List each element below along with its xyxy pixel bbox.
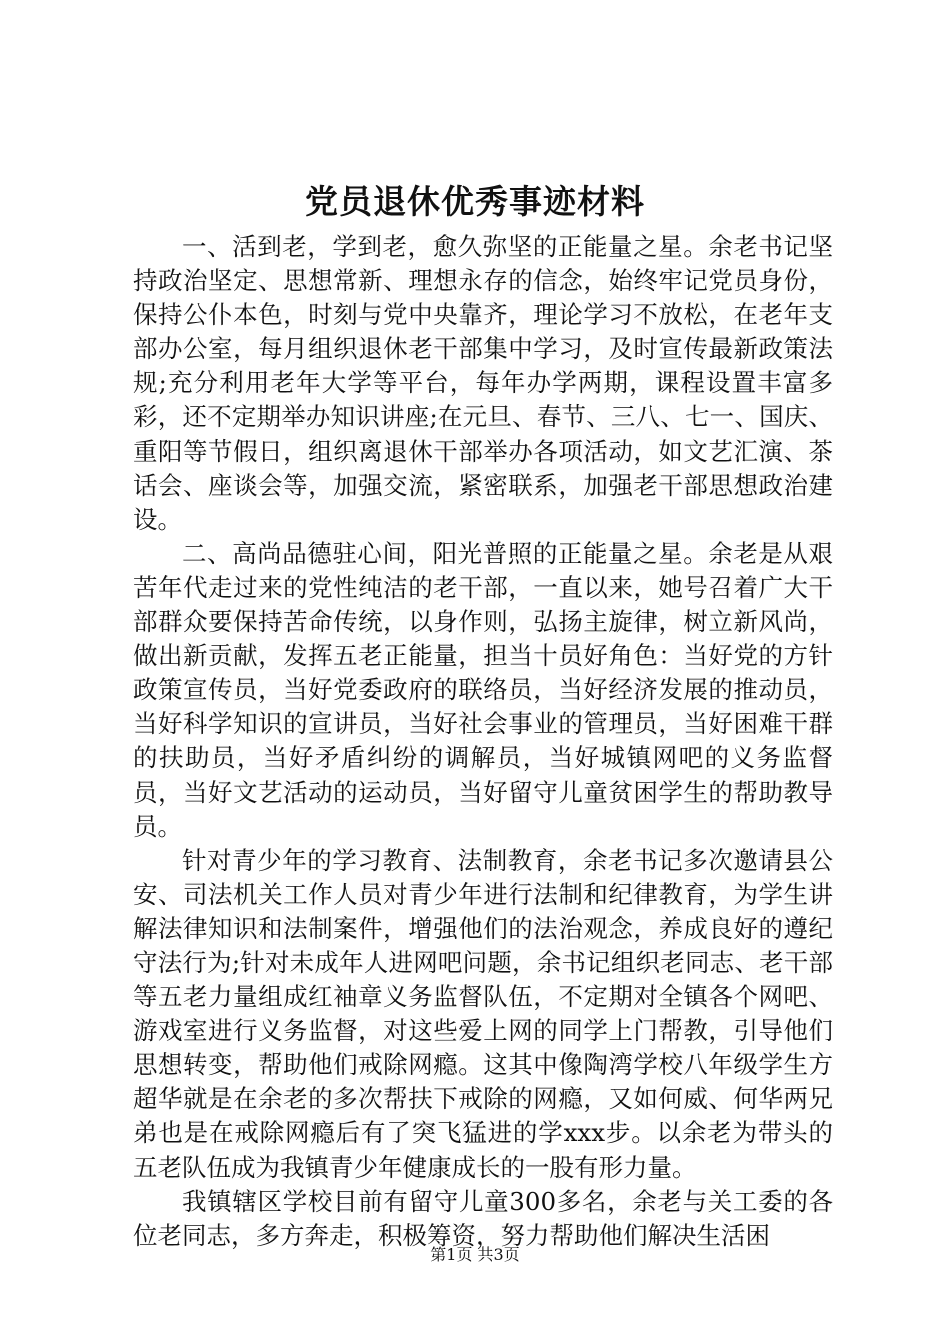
document-body (133, 230, 833, 1253)
paragraph-2: 二、高尚品德驻心间，阳光普照的正能量之星。余老是从艰苦年代走过来的党性纯洁的老干部，一直以来，她号召着广大干部群众要保持苦命传统，以身作则，弘扬主旋律，树立新风尚，做出新贡献，发挥五老正能量，担当十员好角色：当好党的方针政策宣传员，当好党委政府的联络员，当好经济发展的推动员，当好科学知识的宣讲员，当好社会事业的管理员，当好困难干群的扶助员，当好矛盾纠纷的调解员，当好城镇网吧的义务监督员，当好文艺活动的运动员，当好留守儿童贫困学生的帮助教导员。 (133, 538, 833, 841)
document-title: 党员退休优秀事迹材料 (305, 182, 645, 221)
paragraph-3: 针对青少年的学习教育、法制教育，余老书记多次邀请县公安、司法机关工作人员对青少年进行法制和纪律教育，为学生讲解法律知识和法制案件，增强他们的法治观念，养成良好的遵纪守法行为;针对未成年人进网吧问题，余书记组织老同志、老干部等五老力量组成红袖章义务监督队伍，不定期对全镇各个网吧、游戏室进行义务监督，对这些爱上网的同学上门帮教，引导他们思想转变，帮助他们戒除网瘾。这其中像陶湾学校八年级学生方超华就是在余老的多次帮扶下戒除的网瘾，又如何威、何华两兄弟也是在戒除网瘾后有了突飞猛进的学xxx步。以余老为带头的五老队伍成为我镇青少年健康成长的一股有形力量。 (133, 845, 833, 1182)
paragraph-4: 我镇辖区学校目前有留守儿童300多名，余老与关工委的各位老同志，多方奔走，积极筹资，努力帮助他们解决生活困 (133, 1186, 833, 1250)
page-footer: 第1页 共3页 (430, 1245, 520, 1264)
paragraph-1: 一、活到老，学到老，愈久弥坚的正能量之星。余老书记坚持政治坚定、思想常新、理想永存的信念，始终牢记党员身份，保持公仆本色，时刻与党中央靠齐，理论学习不放松，在老年支部办公室，每月组织退休老干部集中学习，及时宣传最新政策法规;充分利用老年大学等平台，每年办学两期，课程设置丰富多彩，还不定期举办知识讲座;在元旦、春节、三八、七一、国庆、重阳等节假日，组织离退休干部举办各项活动，如文艺汇演、茶话会、座谈会等，加强交流，紧密联系，加强老干部思想政治建设。 (133, 232, 833, 534)
